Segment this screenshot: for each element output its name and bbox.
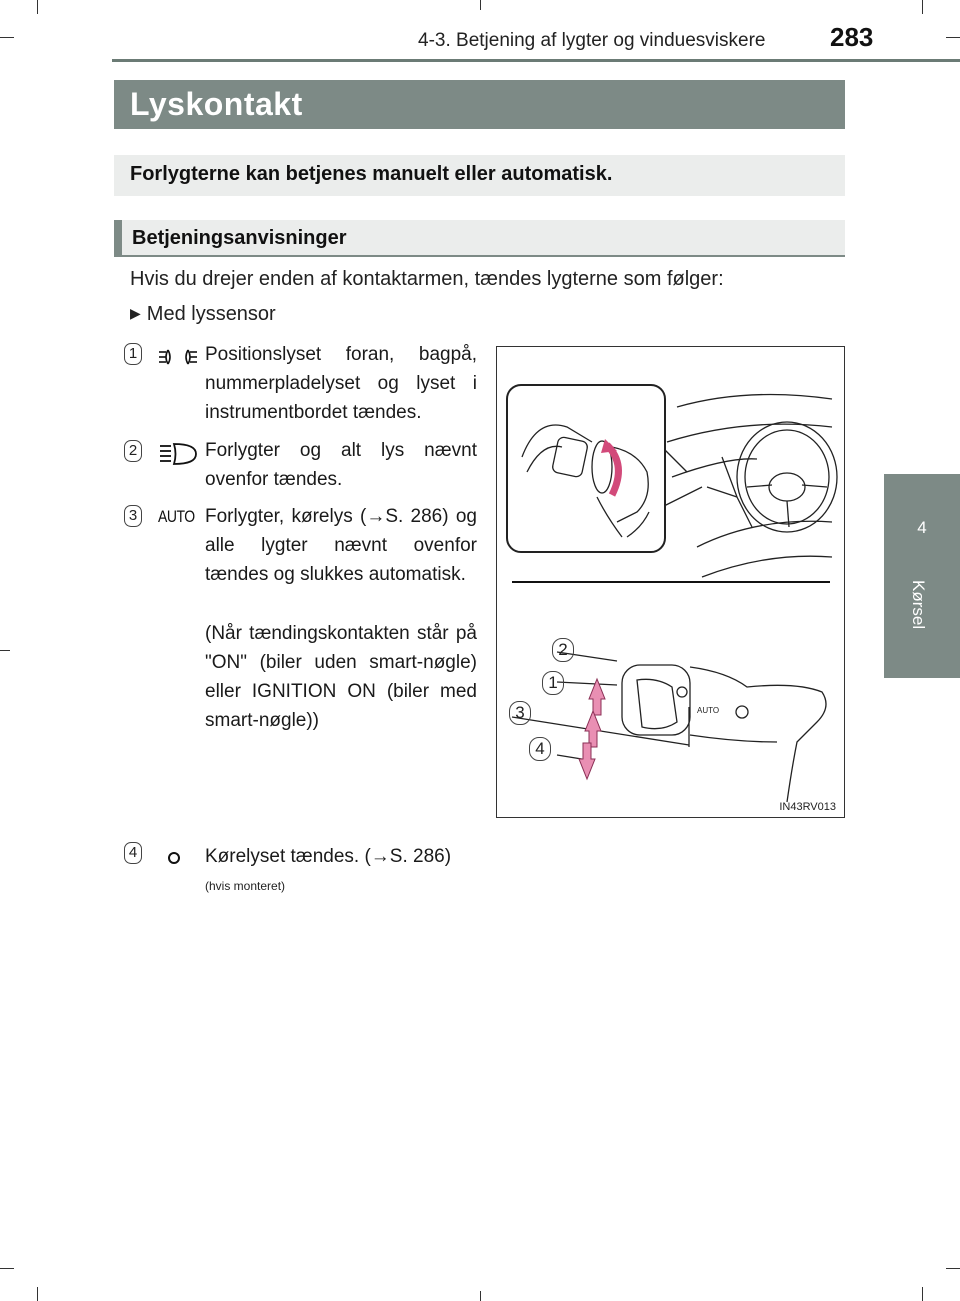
section-title: 4-3. Betjening af lygter og vinduesviskere (418, 30, 766, 51)
intro-text: Forlygterne kan betjenes manuelt eller automatisk. (130, 163, 613, 185)
crop-mark (922, 1287, 923, 1301)
chapter-tab-rule (884, 676, 960, 678)
figure-label: 2 (552, 638, 574, 662)
page-number: 283 (830, 22, 874, 52)
item-description: Forlygter og alt lys nævnt ovenfor tændes. (205, 440, 477, 490)
item-description: Positionslyset foran, bagpå, nummerpladelyset og lyset i instrumentbordet tændes. (205, 344, 477, 423)
item-number: 3 (124, 505, 142, 527)
crop-mark (480, 0, 481, 10)
title-bar (114, 80, 845, 129)
position-light-icon (158, 344, 198, 370)
auto-icon: AUTO (158, 506, 195, 526)
crop-mark (37, 0, 38, 14)
chapter-label: Kørsel (909, 580, 928, 630)
crop-mark (946, 37, 960, 38)
subheading-bar (114, 220, 845, 257)
crop-mark (922, 0, 923, 14)
headlight-icon (158, 441, 198, 467)
figure-label: 3 (509, 701, 531, 725)
fitment-note: (hvis monteret) (205, 879, 286, 893)
crop-mark (946, 1268, 960, 1269)
crop-mark (0, 650, 10, 651)
crop-mark (0, 37, 14, 38)
lead-paragraph: Hvis du drejer enden af kontaktarmen, tændes lygterne som følger: (130, 268, 724, 290)
item-note: (Når tændingskontakten står på "ON" (biler uden smart-nøgle) eller IGNITION ON (biler med smart-nøgle)) (205, 623, 477, 731)
crop-mark (0, 1268, 14, 1269)
figure-code: IN43RV013 (779, 801, 836, 813)
item-number: 4 (124, 842, 142, 864)
intro-box (114, 155, 845, 196)
figure-label: 1 (542, 671, 564, 695)
page-title: Lyskontakt (130, 86, 303, 122)
header-rule (112, 59, 960, 62)
crop-mark (480, 1291, 481, 1301)
item-number: 1 (124, 343, 142, 365)
item-description: Forlygter, kørelys (→S. 286) og alle lygter nævnt ovenfor tændes og slukkes automatisk. (205, 506, 477, 585)
switch-auto-label: AUTO (697, 706, 720, 715)
item-description: Kørelyset tændes. (→S. 286) (205, 846, 452, 867)
daytime-running-light-icon (158, 845, 198, 871)
bullet-item (130, 303, 276, 326)
bullet-text: Med lyssensor (146, 303, 276, 325)
chapter-tab (884, 474, 960, 676)
subheading: Betjeningsanvisninger (132, 227, 347, 249)
chapter-number: 4 (917, 518, 927, 537)
item-number: 2 (124, 440, 142, 462)
figure-label: 4 (529, 737, 551, 761)
crop-mark (37, 1287, 38, 1301)
illustration-figure (496, 346, 845, 818)
triangle-bullet-icon: ▶ (130, 305, 141, 321)
